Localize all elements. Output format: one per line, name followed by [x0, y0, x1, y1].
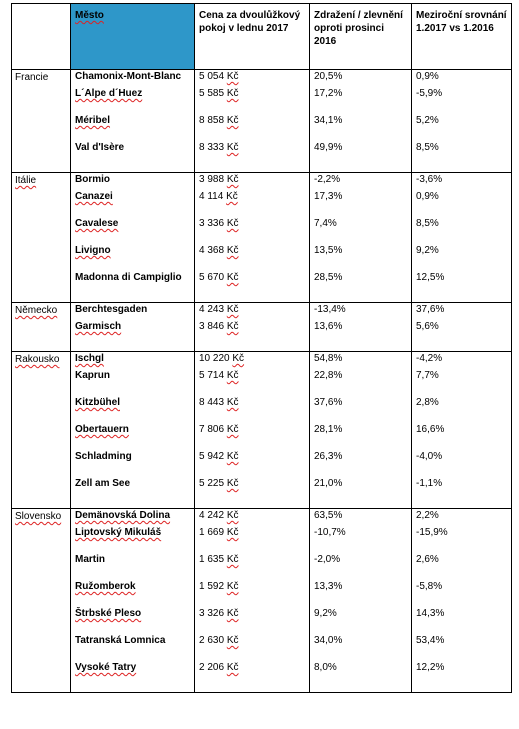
city-cell: [71, 303, 195, 352]
table-cell-price: 4 242 Kč: [199, 510, 239, 521]
table-cell-change: 13,6%: [314, 321, 343, 332]
table-cell-yoy: -15,9%: [416, 527, 448, 538]
city-cell: [71, 509, 195, 693]
table-cell-price: 2 630 Kč: [199, 635, 239, 646]
table-cell-city: Vysoké Tatry: [75, 662, 137, 673]
table-cell-yoy: 0,9%: [416, 71, 439, 82]
table-cell-price: 3 846 Kč: [199, 321, 239, 332]
table-cell-city: Cavalese: [75, 218, 119, 229]
table-cell-city: Tatranská Lomnica: [75, 635, 166, 646]
table-cell-city: Kaprun: [75, 370, 110, 381]
table-cell-price: 5 714 Kč: [199, 370, 239, 381]
table-cell-city: Berchtesgaden: [75, 304, 148, 315]
table-cell-yoy: -3,6%: [416, 174, 443, 185]
table-cell-city: L´Alpe d´Huez: [75, 88, 143, 99]
yoy-cell: [412, 509, 512, 693]
table-cell-change: 49,9%: [314, 142, 343, 153]
table-cell-city: Demänovská Dolina: [75, 510, 171, 521]
table-cell-change: 8,0%: [314, 662, 337, 673]
table-cell-change: 63,5%: [314, 510, 343, 521]
table-cell-change: 34,1%: [314, 115, 343, 126]
country-cell: Francie: [12, 70, 71, 173]
table-cell-change: 13,5%: [314, 245, 343, 256]
table-cell-price: 5 585 Kč: [199, 88, 239, 99]
table-cell-yoy: 16,6%: [416, 424, 445, 435]
table-cell-price: 8 858 Kč: [199, 115, 239, 126]
change-cell: [310, 303, 412, 352]
table-cell-yoy: -4,2%: [416, 353, 443, 364]
table-cell-change: 22,8%: [314, 370, 343, 381]
table-cell-city: Zell am See: [75, 478, 131, 489]
table-cell-yoy: 9,2%: [416, 245, 439, 256]
table-cell-price: 1 592 Kč: [199, 581, 239, 592]
country-cell: Slovensko: [12, 509, 71, 693]
table-cell-change: -10,7%: [314, 527, 346, 538]
table-cell-change: 9,2%: [314, 608, 337, 619]
table-cell-yoy: -5,9%: [416, 88, 443, 99]
table-cell-price: 5 225 Kč: [199, 478, 239, 489]
country-cell: Rakousko: [12, 352, 71, 509]
table-cell-yoy: 0,9%: [416, 191, 439, 202]
city-cell: [71, 70, 195, 173]
table-cell-price: 3 988 Kč: [199, 174, 239, 185]
table-cell-yoy: 5,6%: [416, 321, 439, 332]
table-cell-change: 26,3%: [314, 451, 343, 462]
price-table: [11, 3, 512, 693]
table-cell-price: 3 336 Kč: [199, 218, 239, 229]
table-cell-price: 1 669 Kč: [199, 527, 239, 538]
group-row: [12, 352, 512, 509]
table-cell-change: 13,3%: [314, 581, 343, 592]
table-cell-yoy: 8,5%: [416, 218, 439, 229]
price-cell: [195, 70, 310, 173]
table-cell-city: Madonna di Campiglio: [75, 272, 182, 283]
table-cell-yoy: 8,5%: [416, 142, 439, 153]
group-row: [12, 303, 512, 352]
table-cell-city: Bormio: [75, 174, 110, 185]
group-row: [12, 173, 512, 303]
table-cell-change: 20,5%: [314, 71, 343, 82]
table-cell-yoy: 7,7%: [416, 370, 439, 381]
table-cell-change: 17,3%: [314, 191, 343, 202]
table-cell-price: 2 206 Kč: [199, 662, 239, 673]
price-cell: [195, 352, 310, 509]
table-cell-yoy: -1,1%: [416, 478, 443, 489]
table-cell-change: -2,2%: [314, 174, 341, 185]
table-cell-price: 5 054 Kč: [199, 71, 239, 82]
table-cell-city: Ružomberok: [75, 581, 136, 592]
table-cell-change: 54,8%: [314, 353, 343, 364]
table-cell-yoy: 2,2%: [416, 510, 439, 521]
table-cell-change: 28,1%: [314, 424, 343, 435]
table-cell-price: 3 326 Kč: [199, 608, 239, 619]
table-cell-city: Livigno: [75, 245, 111, 256]
table-cell-change: 37,6%: [314, 397, 343, 408]
table-cell-yoy: 2,8%: [416, 397, 439, 408]
change-cell: [310, 352, 412, 509]
country-cell: Itálie: [12, 173, 71, 303]
table-cell-change: 21,0%: [314, 478, 343, 489]
country-cell: Německo: [12, 303, 71, 352]
yoy-cell: [412, 352, 512, 509]
table-cell-change: 34,0%: [314, 635, 343, 646]
table-cell-price: 4 114 Kč: [199, 191, 238, 202]
table-cell-yoy: -5,8%: [416, 581, 443, 592]
header-change: Zdražení / zlevnění oproti prosinci 2016: [310, 4, 412, 70]
price-cell: [195, 509, 310, 693]
table-cell-change: -2,0%: [314, 554, 341, 565]
table-cell-yoy: 12,2%: [416, 662, 445, 673]
table-cell-price: 10 220 Kč: [199, 353, 245, 364]
table-cell-city: Méribel: [75, 115, 111, 126]
header-row: [12, 4, 512, 70]
table-cell-city: Martin: [75, 554, 105, 565]
city-cell: [71, 173, 195, 303]
header-price: Cena za dvoulůžkový pokoj v lednu 2017: [195, 4, 310, 70]
header-city: Město: [71, 4, 195, 70]
table-cell-city: Chamonix-Mont-Blanc: [75, 71, 182, 82]
header-yoy: Meziroční srovnání 1.2017 vs 1.2016: [412, 4, 512, 70]
change-cell: [310, 173, 412, 303]
price-cell: [195, 303, 310, 352]
yoy-cell: [412, 70, 512, 173]
header-country: [12, 4, 71, 70]
table-cell-price: 8 333 Kč: [199, 142, 239, 153]
price-cell: [195, 173, 310, 303]
group-row: [12, 509, 512, 693]
table-cell-city: Kitzbühel: [75, 397, 120, 408]
table-cell-yoy: 37,6%: [416, 304, 445, 315]
table-cell-yoy: 2,6%: [416, 554, 439, 565]
table-cell-price: 7 806 Kč: [199, 424, 239, 435]
table-cell-city: Ischgl: [75, 353, 104, 364]
table-cell-yoy: -4,0%: [416, 451, 443, 462]
table-cell-city: Liptovský Mikuláš: [75, 527, 162, 538]
table-cell-yoy: 14,3%: [416, 608, 445, 619]
table-cell-price: 4 243 Kč: [199, 304, 239, 315]
table-cell-city: Schladming: [75, 451, 132, 462]
yoy-cell: [412, 173, 512, 303]
change-cell: [310, 509, 412, 693]
table-cell-price: 1 635 Kč: [199, 554, 239, 565]
change-cell: [310, 70, 412, 173]
table-cell-change: 28,5%: [314, 272, 343, 283]
table-cell-city: Val d'Isère: [75, 142, 125, 153]
table-cell-city: Garmisch: [75, 321, 122, 332]
table-cell-change: 7,4%: [314, 218, 337, 229]
table-cell-price: 8 443 Kč: [199, 397, 239, 408]
table-cell-yoy: 12,5%: [416, 272, 445, 283]
city-cell: [71, 352, 195, 509]
group-row: [12, 70, 512, 173]
table-cell-change: -13,4%: [314, 304, 346, 315]
table-cell-price: 5 942 Kč: [199, 451, 239, 462]
table-cell-city: Canazei: [75, 191, 113, 202]
table-cell-price: 4 368 Kč: [199, 245, 239, 256]
table-cell-city: Obertauern: [75, 424, 129, 435]
table-cell-change: 17,2%: [314, 88, 343, 99]
table-cell-price: 5 670 Kč: [199, 272, 239, 283]
yoy-cell: [412, 303, 512, 352]
table-cell-yoy: 5,2%: [416, 115, 439, 126]
table-cell-yoy: 53,4%: [416, 635, 445, 646]
table-cell-city: Štrbské Pleso: [75, 608, 142, 619]
